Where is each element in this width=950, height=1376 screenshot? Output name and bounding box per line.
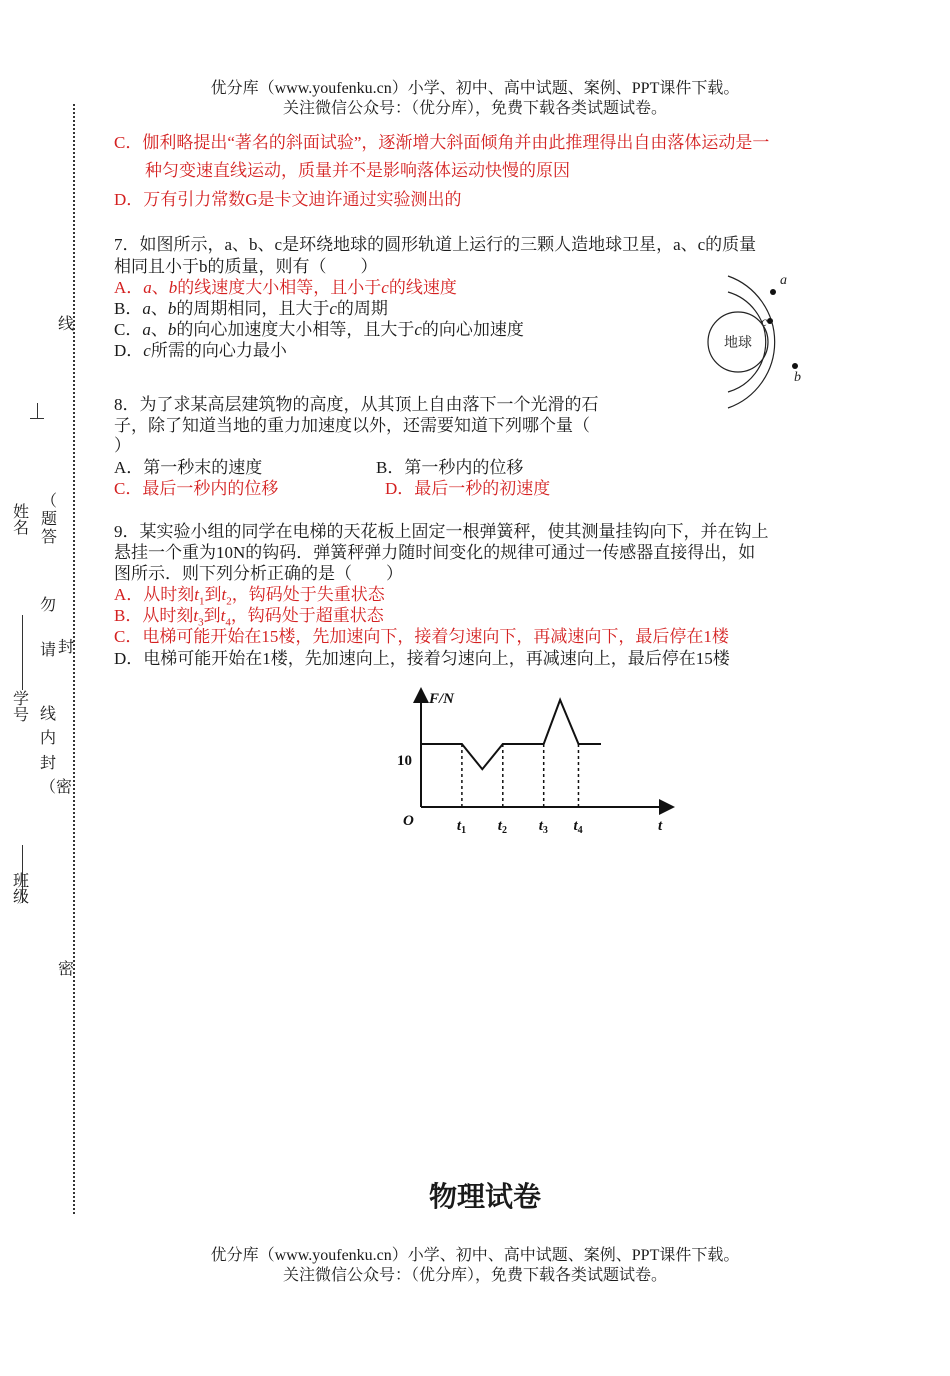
chart-series-line bbox=[421, 700, 601, 769]
force-time-chart bbox=[395, 685, 680, 845]
q9-option-a: A．从时刻$t_1$到$t_2$，钩码处于失重状态 bbox=[114, 585, 385, 608]
q6-option-c-line1: C．伽利略提出“著名的斜面试验”，逐渐增大斜面倾角并由此推理得出自由落体运动是一 bbox=[114, 133, 770, 152]
satellite-b-label: b bbox=[794, 370, 801, 385]
satellite-orbit-diagram bbox=[700, 268, 820, 413]
q7-stem-line2: 相同且小于b的质量，则有（ ） bbox=[114, 257, 378, 276]
name-underline bbox=[30, 418, 44, 419]
name-tick bbox=[37, 403, 38, 418]
q8-stem-line3: ） bbox=[114, 436, 131, 455]
footer-line-1: 优分库（www.youfenku.cn）小学、初中、高中试题、案例、PPT课件下载。 bbox=[210, 1247, 740, 1264]
satellite-b bbox=[792, 363, 798, 369]
seal-label: 封 （密 bbox=[40, 755, 73, 796]
student-id-line bbox=[22, 615, 23, 690]
class-label: 班级 bbox=[13, 873, 30, 906]
q8-stem-line2: 子，除了知道当地的重力加速度以外，还需要知道下列哪个量（ bbox=[114, 416, 590, 435]
q9-option-d: D．电梯可能开始在1楼，先加速向上，接着匀速向上，再减速向上，最后停在15楼 bbox=[114, 649, 730, 668]
q8-option-d: D．最后一秒的初速度 bbox=[385, 479, 551, 498]
chart-tick-t3: $t_3$ bbox=[538, 818, 548, 836]
q6-option-c-line2: 种匀变速直线运动，质量并不是影响落体运动快慢的原因 bbox=[145, 161, 570, 180]
satellite-c-label: c bbox=[761, 315, 768, 330]
q9-stem-line3: 图所示．则下列分析正确的是（ ） bbox=[114, 564, 403, 583]
q9-stem-line1: 9．某实验小组的同学在电梯的天花板上固定一根弹簧秤，使其测量挂钩向下，并在钩上 bbox=[114, 522, 769, 541]
satellite-c bbox=[767, 318, 773, 324]
q7-stem-line1: 7．如图所示，a、b、c是环绕地球的圆形轨道上运行的三颗人造地球卫星，a、c的质量 bbox=[114, 235, 757, 254]
satellite-a-label: a bbox=[780, 273, 787, 288]
chart-tick-t2: $t_2$ bbox=[497, 818, 507, 836]
q7-option-a: A．a、b的线速度大小相等，且小于c的线速度 bbox=[114, 278, 457, 297]
no-answer-notice: （ 题 答 bbox=[40, 493, 57, 546]
line-inner-label: 线 内 bbox=[40, 706, 57, 747]
chart-xlabel: t bbox=[658, 818, 663, 834]
q8-option-c: C．最后一秒内的位移 bbox=[114, 479, 279, 498]
page-title: 物理试卷 bbox=[428, 1180, 541, 1213]
q8-option-a: A．第一秒末的速度 bbox=[114, 458, 263, 477]
q7-option-c: C．a、b的向心加速度大小相等，且大于c的向心加速度 bbox=[114, 320, 524, 339]
q9-option-b: B．从时刻$t_3$到$t_4$，钩码处于超重状态 bbox=[114, 606, 384, 629]
chart-y-tick-10: 10 bbox=[397, 753, 412, 769]
q9-stem-line2: 悬挂一个重为10N的钩码．弹簧秤弹力随时间变化的规律可通过一传感器直接得出，如 bbox=[114, 543, 756, 562]
q7-option-d: D．c所需的向心力最小 bbox=[114, 341, 287, 360]
q7-option-b: B．a、b的周期相同，且大于c的周期 bbox=[114, 299, 388, 318]
chart-origin: O bbox=[403, 813, 414, 829]
no-answer-notice-2: 勿 请 bbox=[40, 597, 57, 659]
margin-feng-label: 封 bbox=[58, 639, 75, 656]
footer-line-2: 关注微信公众号：（优分库），免费下载各类试题试卷。 bbox=[282, 1267, 667, 1284]
header-line-2: 关注微信公众号：（优分库），免费下载各类试题试卷。 bbox=[282, 100, 667, 117]
margin-mi-label: 密 bbox=[58, 961, 75, 978]
name-label: 姓名 bbox=[13, 504, 30, 537]
q8-option-b: B．第一秒内的位移 bbox=[376, 458, 524, 477]
earth-label: 地球 bbox=[724, 336, 752, 351]
student-id-label: 学号 bbox=[13, 691, 30, 724]
chart-ylabel: F/N bbox=[429, 691, 455, 707]
chart-tick-t4: $t_4$ bbox=[573, 818, 583, 836]
binding-dotted-line bbox=[73, 104, 75, 1214]
header-line-1: 优分库（www.youfenku.cn）小学、初中、高中试题、案例、PPT课件下载。 bbox=[210, 80, 740, 97]
q9-option-c: C．电梯可能开始在15楼，先加速向下，接着匀速向下，再减速向下，最后停在1楼 bbox=[114, 627, 729, 646]
q8-stem-line1: 8．为了求某高层建筑物的高度，从其顶上自由落下一个光滑的石 bbox=[114, 395, 599, 414]
chart-tick-t1: $t_1$ bbox=[456, 818, 467, 836]
q6-option-d: D．万有引力常数G是卡文迪许通过实验测出的 bbox=[114, 190, 462, 209]
satellite-a bbox=[770, 289, 776, 295]
margin-xian-label: 线 bbox=[58, 316, 75, 333]
